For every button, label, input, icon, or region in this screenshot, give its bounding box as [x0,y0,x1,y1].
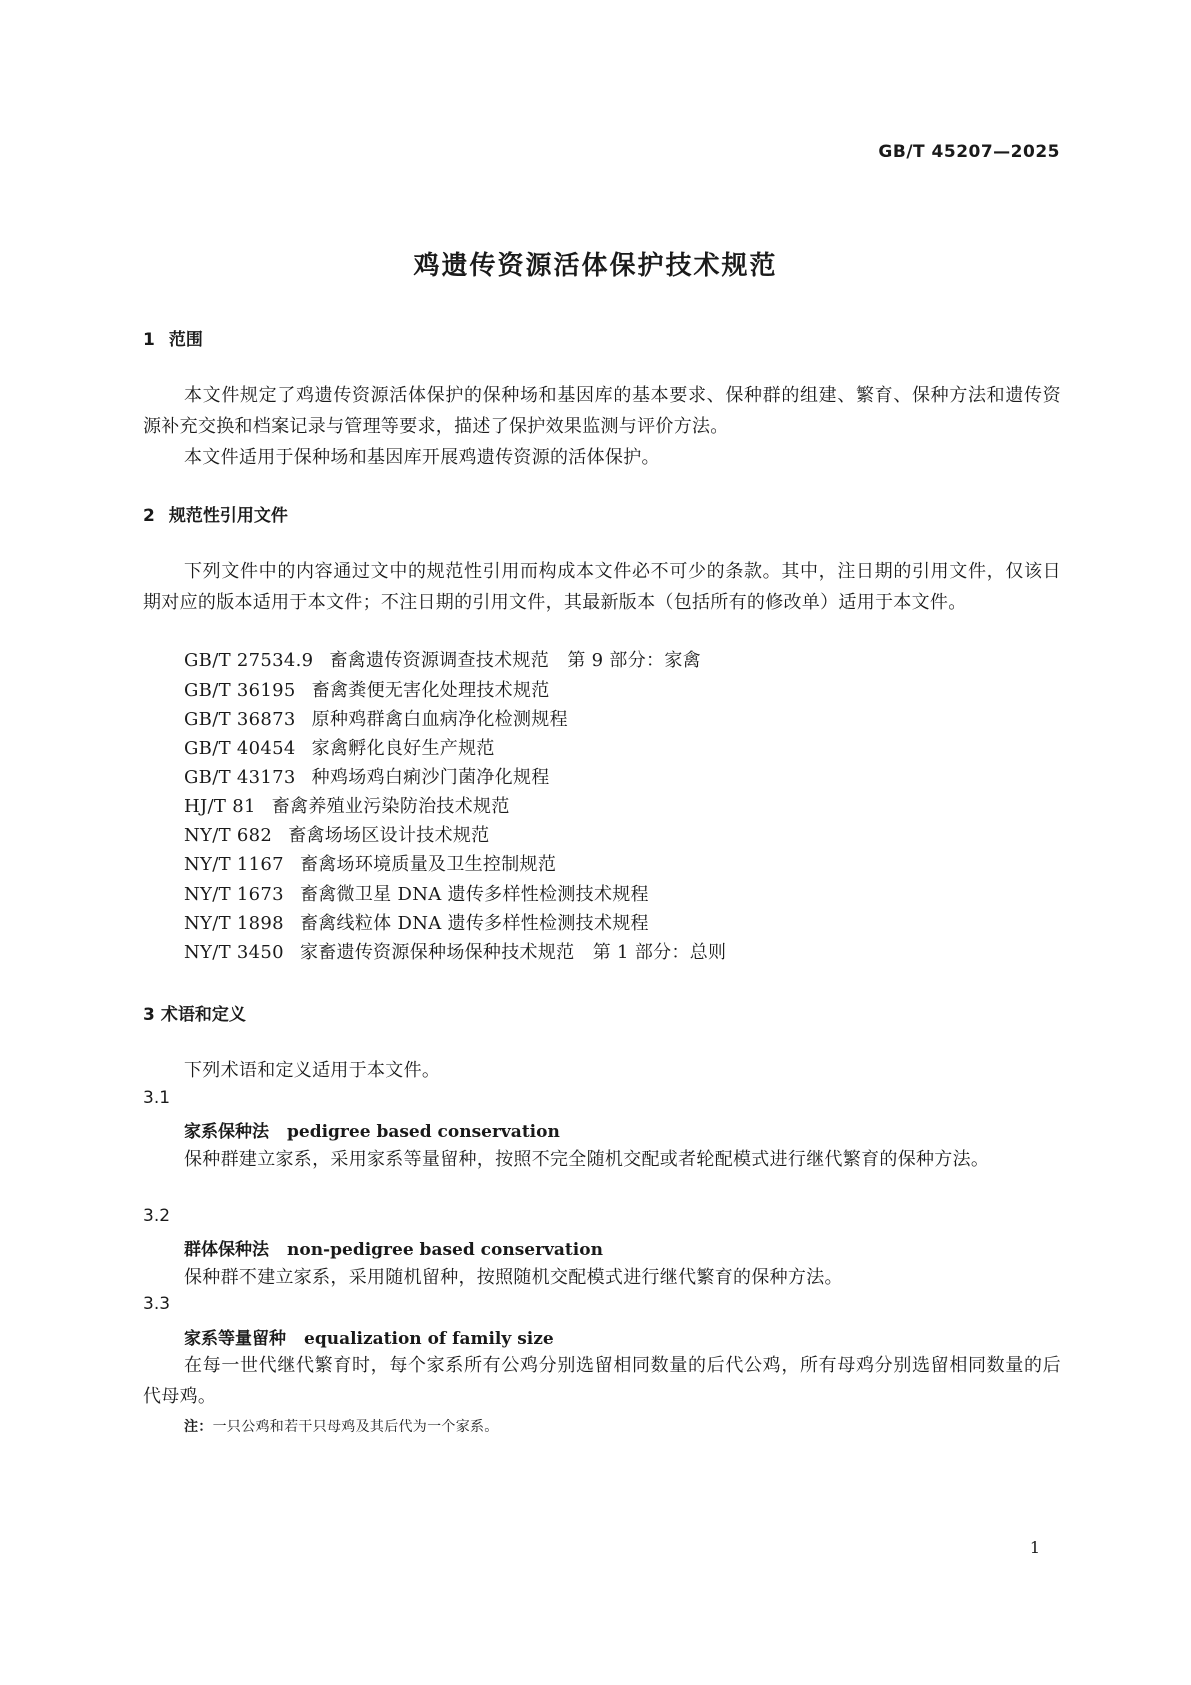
paragraph: 本文件适用于保种场和基因库开展鸡遗传资源的活体保护。 [184,447,660,468]
reference-title: 畜禽线粒体 DNA 遗传多样性检测技术规程 [299,913,649,934]
reference-title: 畜禽粪便无害化处理技术规范 [311,680,550,701]
section-3-heading [143,1000,246,1025]
reference-title: 畜禽微卫星 DNA 遗传多样性检测技术规程 [299,884,649,905]
reference-title: 畜禽遗传资源调查技术规范 第 9 部分：家禽 [329,650,701,671]
note-text: 一只公鸡和若干只母鸡及其后代为一个家系。 [212,1419,499,1435]
document-title: 鸡遗传资源活体保护技术规范 [413,251,778,281]
reference-title: 种鸡场鸡白痢沙门菌净化规程 [311,767,550,788]
reference-item [184,791,510,822]
term-name-en: pedigree based conservation [287,1122,560,1142]
term-definition: 保种群建立家系，采用家系等量留种，按照不完全随机交配或者轮配模式进行继代繁育的保种方法。 [184,1149,990,1170]
term-number: 3.3 [143,1294,171,1314]
note-label: 注： [184,1419,213,1435]
reference-title: 畜禽养殖业污染防治技术规范 [271,796,510,817]
reference-item [184,908,649,939]
reference-item [184,675,550,706]
reference-item [184,820,490,851]
reference-code: NY/T 1898 [184,913,284,934]
paragraph: 下列术语和定义适用于本文件。 [184,1060,441,1081]
term-name [184,1235,603,1260]
reference-item [184,849,556,880]
section-title: 规范性引用文件 [168,506,288,526]
reference-title: 畜禽场环境质量及卫生控制规范 [299,854,557,875]
section-title: 范围 [168,330,203,350]
term-name-zh: 家系保种法 [184,1122,269,1142]
reference-item [184,937,726,968]
reference-item [184,704,568,735]
section-2-heading [143,501,288,526]
reference-code: GB/T 40454 [184,738,296,759]
term-definition: 保种群不建立家系，采用随机留种，按照随机交配模式进行继代繁育的保种方法。 [184,1267,843,1288]
reference-item [184,645,701,676]
reference-item [184,733,495,764]
section-number: 3 [143,1005,155,1025]
term-name [184,1324,554,1349]
term-name-zh: 家系等量留种 [184,1329,286,1349]
reference-item [184,762,550,793]
section-1-heading [143,325,203,350]
term-note [184,1416,499,1436]
reference-code: NY/T 1167 [184,854,284,875]
page-number: 1 [1029,1538,1040,1557]
reference-title: 家禽孵化良好生产规范 [311,738,495,759]
standard-code: GB/T 45207—2025 [878,142,1060,162]
term-name-en: equalization of family size [304,1329,554,1349]
paragraph: 本文件规定了鸡遗传资源活体保护的保种场和基因库的基本要求、保种群的组建、繁育、保种方法和遗传资源补充交换和档案记录与管理等要求，描述了保护效果监测与评价方法。 [143,385,1061,437]
reference-code: HJ/T 81 [184,796,256,817]
reference-code: NY/T 1673 [184,884,284,905]
reference-item [184,879,649,910]
reference-code: GB/T 43173 [184,767,296,788]
reference-title: 原种鸡群禽白血病净化检测规程 [311,709,568,730]
section-number: 2 [143,506,155,526]
reference-code: NY/T 3450 [184,942,284,963]
section-number: 1 [143,330,155,350]
term-number: 3.1 [143,1088,171,1108]
term-name-en: non-pedigree based conservation [287,1240,603,1260]
term-name [184,1117,560,1142]
reference-code: NY/T 682 [184,825,273,846]
paragraph: 下列文件中的内容通过文中的规范性引用而构成本文件必不可少的条款。其中，注日期的引用文件，仅该日期对应的版本适用于本文件；不注日期的引用文件，其最新版本（包括所有的修改单）适用于本文件。 [143,561,1061,613]
reference-code: GB/T 36195 [184,680,296,701]
reference-code: GB/T 36873 [184,709,296,730]
term-name-zh: 群体保种法 [184,1240,269,1260]
reference-title: 家畜遗传资源保种场保种技术规范 第 1 部分：总则 [299,942,727,963]
term-definition: 在每一世代继代繁育时，每个家系所有公鸡分别选留相同数量的后代公鸡，所有母鸡分别选留相同数量的后代母鸡。 [143,1355,1061,1407]
reference-title: 畜禽场场区设计技术规范 [288,825,490,846]
section-title: 术语和定义 [160,1005,246,1025]
reference-code: GB/T 27534.9 [184,650,314,671]
term-number: 3.2 [143,1206,171,1226]
